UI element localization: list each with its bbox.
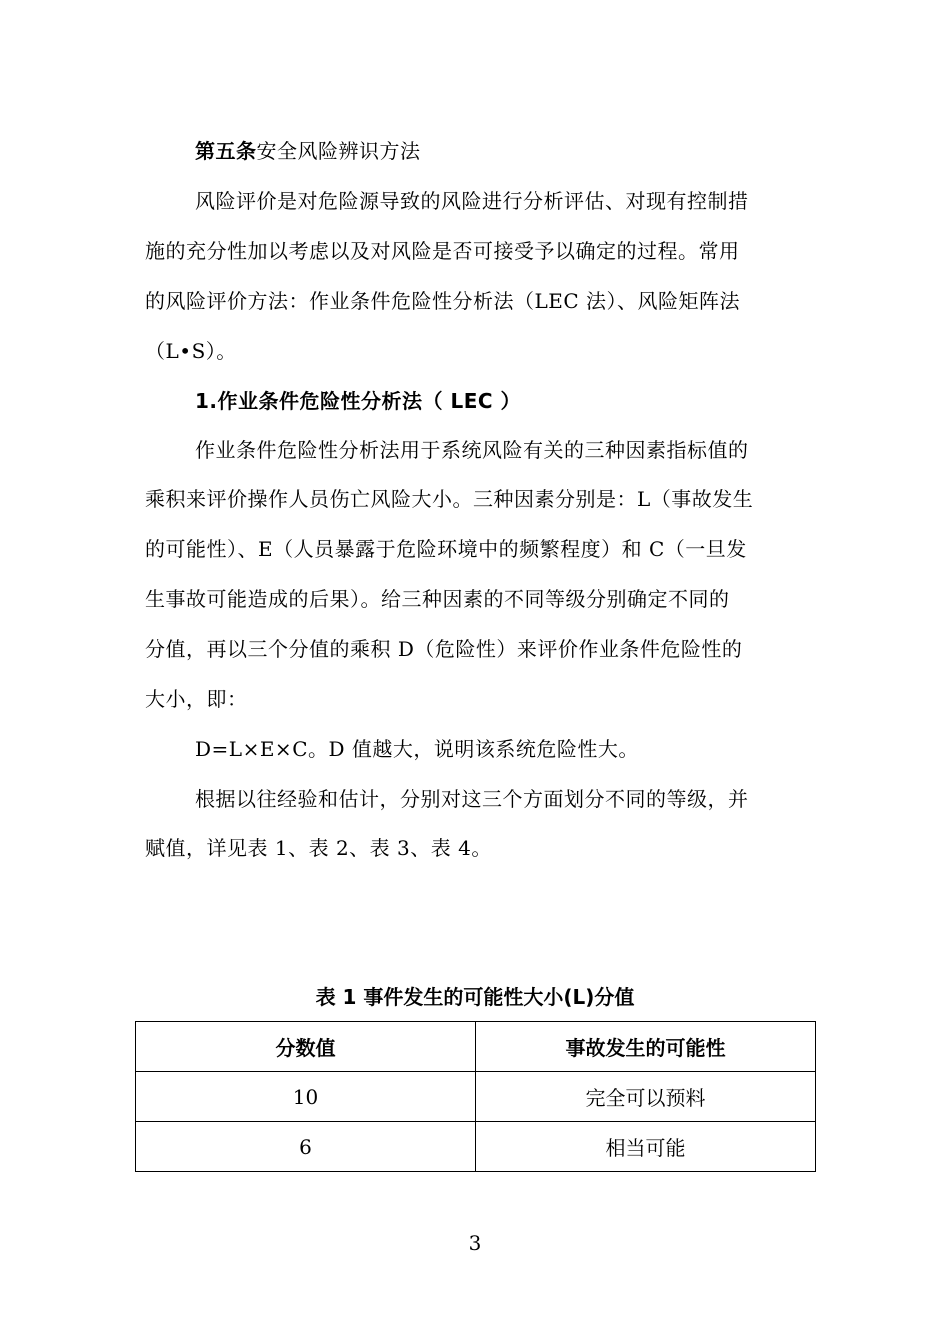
table-cell: 6 (136, 1122, 476, 1172)
paragraph-line: 的风险评价方法：作业条件危险性分析法（LEC 法）、风险矩阵法 (145, 289, 741, 313)
table-cell: 10 (136, 1072, 476, 1122)
paragraph-line: 根据以往经验和估计，分别对这三个方面划分不同的等级，并 (195, 787, 749, 811)
paragraph-line: 大小，即： (145, 687, 248, 711)
table-header-cell: 分数值 (136, 1022, 476, 1072)
paragraph-line: 风险评价是对危险源导致的风险进行分析评估、对现有控制措 (195, 189, 749, 213)
section-heading-label: 第五条 (195, 139, 257, 163)
paragraph-line: 作业条件危险性分析法用于系统风险有关的三种因素指标值的 (195, 438, 749, 462)
sub-heading: 1.作业条件危险性分析法（ LEC ） (195, 389, 522, 413)
likelihood-table (135, 1021, 816, 1172)
table-cell: 相当可能 (476, 1122, 816, 1172)
paragraph-line: 乘积来评价操作人员伤亡风险大小。三种因素分别是：L（事故发生 (145, 487, 754, 511)
table-row (136, 1122, 816, 1172)
paragraph-line: （L•S）。 (145, 339, 237, 363)
section-heading-title: 安全风险辨识方法 (256, 139, 421, 163)
paragraph-line: 生事故可能造成的后果）。给三种因素的不同等级分别确定不同的 (145, 587, 730, 611)
table-cell: 完全可以预料 (476, 1072, 816, 1122)
paragraph-line: 施的充分性加以考虑以及对风险是否可接受予以确定的过程。常用 (145, 239, 740, 263)
table-header-row (136, 1022, 816, 1072)
table-caption: 表 1 事件发生的可能性大小(L)分值 (315, 985, 635, 1009)
paragraph-line: 分值，再以三个分值的乘积 D（危险性）来评价作业条件危险性的 (145, 637, 743, 661)
paragraph-line: 的可能性）、E（人员暴露于危险环境中的频繁程度）和 C（一旦发 (145, 537, 747, 561)
formula-line: D=L×E×C。D 值越大，说明该系统危险性大。 (195, 737, 639, 761)
page-number: 3 (468, 1231, 482, 1255)
table-row (136, 1072, 816, 1122)
paragraph-line: 赋值，详见表 1、表 2、表 3、表 4。 (145, 836, 492, 860)
section-heading (195, 139, 421, 163)
table-header-cell: 事故发生的可能性 (476, 1022, 816, 1072)
